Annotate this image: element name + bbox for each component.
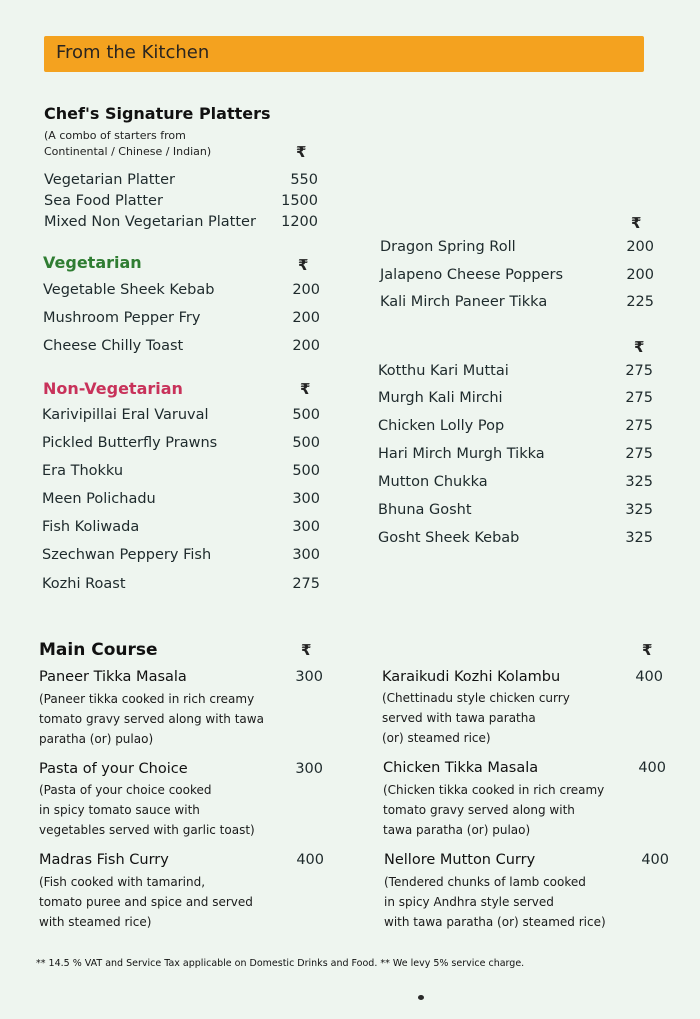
menu-item-price: 275 (625, 363, 653, 379)
menu-item-name: Jalapeno Cheese Poppers (380, 267, 564, 283)
main-course-item-desc-line: with tawa paratha (or) steamed rice) (384, 915, 606, 929)
main-course-item-name: Pasta of your Choice (39, 761, 188, 777)
menu-item-name: Dragon Spring Roll (380, 239, 516, 255)
menu-item-name: Szechwan Peppery Fish (42, 547, 212, 563)
banner-title: From the Kitchen (56, 42, 210, 63)
main-course-item-price: 400 (641, 852, 669, 868)
menu-item-price: 225 (626, 294, 654, 310)
main-course-item-desc-line: tomato gravy served along with (383, 803, 575, 817)
decorative-speck (418, 995, 424, 1000)
menu-item-name: Pickled Butterfly Prawns (42, 435, 218, 451)
footer-note: ** 14.5 % VAT and Service Tax applicable on Domestic Drinks and Food. ** We levy 5% service charge. (36, 958, 525, 969)
menu-item-price: 200 (292, 282, 320, 298)
menu-item-price: 500 (292, 407, 320, 423)
menu-item-price: 500 (292, 435, 320, 451)
main-course-item-name: Paneer Tikka Masala (39, 669, 187, 685)
section-banner (44, 36, 644, 72)
main-course-item-desc-line: (Chicken tikka cooked in rich creamy (383, 783, 605, 797)
rupee-icon: ₹ (631, 214, 642, 232)
menu-item-price: 200 (292, 310, 320, 326)
menu-item-price: 325 (625, 502, 653, 518)
menu-item-name: Bhuna Gosht (378, 502, 472, 518)
main-course-item-desc-line: tomato gravy served along with tawa (39, 712, 264, 726)
menu-item-name: Vegetable Sheek Kebab (43, 282, 215, 298)
non-vegetarian-heading: Non-Vegetarian (43, 379, 183, 398)
main-course-item-desc-line: (Chettinadu style chicken curry (382, 691, 570, 705)
menu-item-price: 300 (292, 519, 320, 535)
menu-item-price: 275 (625, 390, 653, 406)
main-course-item-desc-line: in spicy tomato sauce with (39, 803, 200, 817)
main-course-item-desc-line: (Paneer tikka cooked in rich creamy (39, 692, 255, 706)
main-course-item-desc-line: tomato puree and spice and served (39, 895, 253, 909)
signature-note-line1: (A combo of starters from (44, 129, 186, 142)
main-course-item-desc-line: (Pasta of your choice cooked (39, 783, 212, 797)
rupee-icon: ₹ (300, 380, 311, 398)
menu-item-price: 300 (292, 491, 320, 507)
rupee-icon: ₹ (301, 641, 312, 659)
menu-item-price: 1200 (281, 214, 318, 230)
main-course-item-desc-line: (or) steamed rice) (382, 731, 491, 745)
menu-item-price: 200 (626, 267, 654, 283)
menu-item-price: 275 (292, 576, 320, 592)
menu-item-name: Cheese Chilly Toast (43, 338, 184, 354)
menu-item-name: Hari Mirch Murgh Tikka (378, 446, 545, 462)
rupee-icon: ₹ (634, 338, 645, 356)
main-course-item-name: Chicken Tikka Masala (383, 760, 539, 776)
vegetarian-heading: Vegetarian (43, 253, 142, 272)
menu-item-name: Kozhi Roast (42, 576, 126, 592)
main-course-item-desc-line: with steamed rice) (39, 915, 152, 929)
main-course-item-desc-line: (Tendered chunks of lamb cooked (384, 875, 586, 889)
menu-item-name: Chicken Lolly Pop (378, 418, 505, 434)
main-course-item-desc-line: in spicy Andhra style served (384, 895, 554, 909)
menu-item-name: Meen Polichadu (42, 491, 156, 507)
menu-item-name: Karivipillai Eral Varuval (42, 407, 209, 423)
menu-item-price: 200 (626, 239, 654, 255)
menu-item-price: 500 (292, 463, 320, 479)
menu-item-name: Sea Food Platter (44, 193, 163, 209)
menu-item-name: Murgh Kali Mirchi (378, 390, 503, 406)
menu-item-name: Fish Koliwada (42, 519, 140, 535)
menu-item-price: 275 (625, 418, 653, 434)
menu-item-price: 300 (292, 547, 320, 563)
rupee-icon: ₹ (296, 143, 307, 161)
main-course-item-desc-line: (Fish cooked with tamarind, (39, 875, 206, 889)
menu-item-price: 200 (292, 338, 320, 354)
main-course-item-desc-line: served with tawa paratha (382, 711, 536, 725)
main-course-item-name: Nellore Mutton Curry (384, 852, 536, 868)
rupee-icon: ₹ (298, 256, 309, 274)
menu-item-name: Gosht Sheek Kebab (378, 530, 520, 546)
menu-item-name: Mutton Chukka (378, 474, 488, 490)
main-course-item-desc-line: tawa paratha (or) pulao) (383, 823, 531, 837)
main-course-item-price: 400 (296, 852, 324, 868)
menu-item-price: 275 (625, 446, 653, 462)
main-course-item-desc-line: paratha (or) pulao) (39, 732, 154, 746)
main-course-item-name: Karaikudi Kozhi Kolambu (382, 669, 561, 685)
signature-note-line2: Continental / Chinese / Indian) (44, 145, 212, 158)
main-course-item-desc-line: vegetables served with garlic toast) (39, 823, 255, 837)
rupee-icon: ₹ (642, 641, 653, 659)
main-course-heading: Main Course (39, 640, 158, 660)
menu-item-price: 550 (290, 172, 318, 188)
main-course-item-name: Madras Fish Curry (39, 852, 169, 868)
menu-item-price: 1500 (281, 193, 318, 209)
menu-item-price: 325 (625, 474, 653, 490)
main-course-item-price: 300 (295, 761, 323, 777)
menu-item-name: Mushroom Pepper Fry (43, 310, 201, 326)
signature-heading: Chef's Signature Platters (44, 104, 271, 123)
menu-item-name: Kotthu Kari Muttai (378, 363, 509, 379)
menu-item-price: 325 (625, 530, 653, 546)
menu-item-name: Era Thokku (42, 463, 124, 479)
main-course-item-price: 400 (638, 760, 666, 776)
menu-item-name: Vegetarian Platter (44, 172, 175, 188)
main-course-item-price: 300 (295, 669, 323, 685)
menu-item-name: Mixed Non Vegetarian Platter (44, 214, 256, 230)
menu-item-name: Kali Mirch Paneer Tikka (380, 294, 548, 310)
main-course-item-price: 400 (635, 669, 663, 685)
